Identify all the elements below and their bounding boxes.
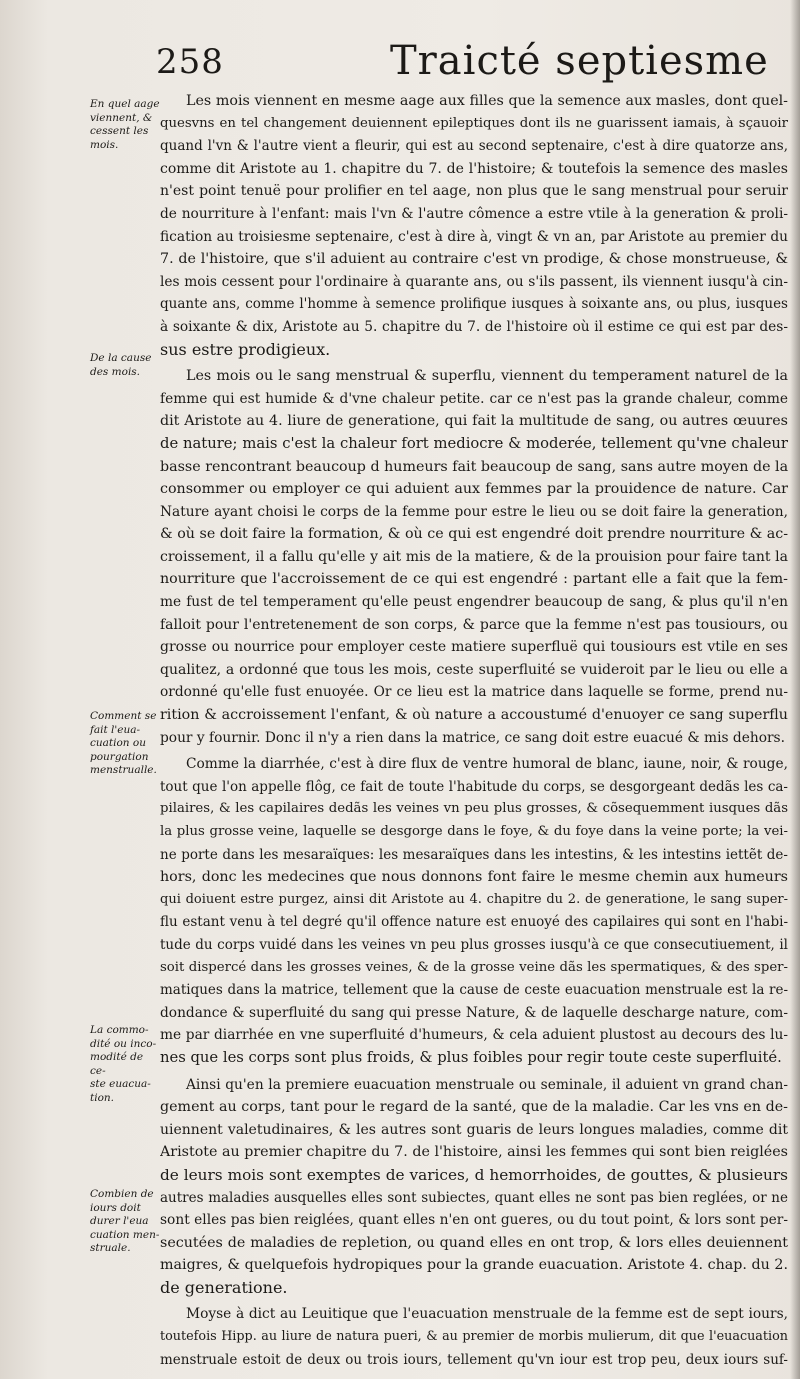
text-line: consommer ou employer ce qui aduient aux femmes par la prouidence de nature. Car [160, 481, 788, 498]
text-line: menstruale estoit de deux ou trois iours, tellement qu'vn iour est trop peu, deux iours suf- [160, 1351, 788, 1368]
text-line: femme qui est humide & d'vne chaleur petite. car ce n'est pas la grande chaleur, comme [160, 390, 788, 407]
paragraph [160, 1074, 788, 1300]
body-text [160, 90, 788, 1371]
paragraph [160, 90, 788, 361]
text-line: Moyse à dict au Leuitique que l'euacuation menstruale de la femme est de sept iours, [186, 1306, 788, 1323]
text-line: me fust de tel temperament qu'elle peust engendrer beaucoup de sang, & plus qu'il n'en [160, 594, 788, 611]
text-line: quante ans, comme l'homme à semence prolifique iusques à soixante ans, ou plus, iusques [160, 296, 788, 313]
text-line: quand l'vn & l'autre vient a fleurir, qui est au second septenaire, c'est à dire quatorze ans, [160, 138, 788, 155]
text-line: de nourriture à l'enfant: mais l'vn & l'autre cômence a estre vtile à la generation & proli- [160, 205, 788, 222]
text-line: dit Aristote au 4. liure de generatione, qui fait la multitude de sang, ou autres œuures [160, 413, 788, 430]
margin-note-commodity: La commo- dité ou inco- modité de ce- ste euacua- tion. [90, 1024, 157, 1104]
paragraph [160, 1303, 788, 1371]
text-line: hors, donc les medecines que nous donnons font faire le mesme chemin aux humeurs [160, 869, 788, 886]
text-line: nourriture que l'accroissement de ce qui est engendré : partant elle a fait que la fem- [160, 571, 788, 588]
text-line: grosse ou nourrice pour employer ceste matiere superfluë qui tousiours est vtile en ses [160, 639, 788, 656]
text-line: uiennent valetudinaires, & les autres sont guaris de leurs longues maladies, comme dit [160, 1121, 788, 1138]
text-line: tude du corps vuidé dans les veines vn peu plus grosses iusqu'à ce que consecutiuement, il [160, 936, 788, 953]
text-line: la plus grosse veine, laquelle se desgorge dans le foye, & du foye dans la veine porte; la vei- [160, 824, 788, 839]
page-edge-shadow [790, 0, 800, 1379]
text-line: secutées de maladies de repletion, ou quand elles en ont trop, & lors elles deuiennent [160, 1234, 788, 1251]
text-line: 7. de l'histoire, que s'il aduient au contraire c'est vn prodige, & chose monstrueuse, & [160, 251, 788, 268]
text-line: Ainsi qu'en la premiere euacuation menstruale ou seminale, il aduient vn grand chan- [186, 1076, 788, 1093]
text-line: maigres, & quelquefois hydropiques pour la grande euacuation. Aristote 4. chap. du 2. [160, 1257, 788, 1274]
text-line: de nature; mais c'est la chaleur fort mediocre & moderée, tellement qu'vne chaleur [160, 434, 788, 452]
text-line: Aristote au premier chapitre du 7. de l'histoire, ainsi les femmes qui sont bien reiglées [160, 1144, 788, 1161]
text-line: matiques dans la matrice, tellement que la cause de ceste euacuation menstruale est la re- [160, 982, 788, 999]
margin-note-age: En quel aage viennent, & cessent les mois. [90, 98, 160, 151]
text-line: pour y fournir. Donc il n'y a rien dans la matrice, ce sang doit estre euacué & mis dehors. [160, 729, 785, 746]
text-line: ne porte dans les mesaraïques: les mesaraïques dans les intestins, & les intestins iettẽt de- [160, 846, 788, 863]
text-line: Comme la diarrhée, c'est à dire flux de ventre humoral de blanc, iaune, noir, & rouge, [186, 756, 788, 773]
text-line: Nature ayant choisi le corps de la femme pour estre le lieu ou se doit faire la generation, [160, 503, 788, 520]
text-line: n'est point tenuë pour prolifier en tel aage, non plus que le sang menstrual pour seruir [160, 183, 788, 200]
text-line: comme dit Aristote au 1. chapitre du 7. de l'histoire; & toutefois la semence des masles [160, 160, 788, 177]
text-line: dondance & superfluité du sang qui presse Nature, & de laquelle descharge nature, com- [160, 1004, 788, 1021]
margin-notes [90, 96, 162, 1326]
margin-note-duration: Combien de iours doit durer l'eua cuation men- struale. [90, 1188, 160, 1254]
text-line: ordonné qu'elle fust enuoyée. Or ce lieu est la matrice dans laquelle se forme, prend nu- [160, 684, 788, 701]
text-line: de leurs mois sont exemptes de varices, d hemorrhoides, de gouttes, & plusieurs [160, 1165, 788, 1184]
text-line: flu estant venu à tel degré qu'il offence nature est enuoyé des capilaires qui sont en l'habi- [160, 914, 788, 931]
text-line: Les mois ou le sang menstrual & superflu, viennent du temperament naturel de la [186, 368, 788, 385]
text-line: gement au corps, tant pour le regard de la santé, que de la maladie. Car les vns en de- [160, 1099, 788, 1116]
paragraph [160, 753, 788, 1069]
page-header [150, 38, 790, 82]
text-line: à soixante & dix, Aristote au 5. chapitre du 7. de l'histoire où il estime ce qui est par des- [160, 318, 788, 335]
margin-note-cause: De la cause des mois. [90, 352, 152, 378]
margin-note-evacuation: Comment se fait l'eua- cuation ou pourgation menstrualle. [90, 710, 157, 776]
text-line: de generatione. [160, 1277, 288, 1297]
text-line: pilaires, & les capilaires dedãs les veines vn peu plus grosses, & cõsequemment iusques dãs [160, 801, 788, 817]
text-line: soit dispercé dans les grosses veines, & de la grosse veine dãs les spermatiques, & des sper- [160, 959, 788, 975]
text-line: tout que l'on appelle flôg, ce fait de toute l'habitude du corps, se desgorgeant dedãs les ca- [160, 778, 788, 795]
text-line: me par diarrhée en vne superfluité d'humeurs, & cela aduient plustost au decours des lu- [160, 1027, 788, 1044]
text-line: toutefois Hipp. au liure de natura pueri, & au premier de morbis mulierum, dit que l'euacuation [160, 1329, 788, 1345]
text-line: qualitez, a ordonné que tous les mois, ceste superfluité se vuideroit par le lieu ou elle a [160, 661, 788, 678]
text-line: croissement, il a fallu qu'elle y ait mis de la matiere, & de la prouision pour faire tant la [160, 548, 788, 565]
text-line: sont elles pas bien reiglées, quant elles n'en ont gueres, ou du tout point, & lors sont per- [160, 1212, 788, 1229]
text-line: sus estre prodigieux. [160, 339, 331, 359]
page-number: 258 [156, 42, 224, 82]
text-line: & où se doit faire la formation, & où ce qui est engendré doit prendre nourriture & ac- [160, 526, 788, 543]
text-line: autres maladies ausquelles elles sont subiectes, quant elles ne sont pas bien reglées, or ne [160, 1189, 788, 1206]
text-line: basse rencontrant beaucoup d humeurs fait beaucoup de sang, sans autre moyen de la [160, 458, 788, 475]
text-line: quesvns en tel changement deuiennent epileptiques dont ils ne guarissent iamais, à sçauoir [160, 115, 788, 131]
text-line: qui doiuent estre purgez, ainsi dit Aristote au 4. chapitre du 2. de generatione, le sang super- [160, 891, 788, 907]
text-line: les mois cessent pour l'ordinaire à quarante ans, ou s'ils passent, ils viennent iusqu'à cin- [160, 273, 788, 290]
text-line: nes que les corps sont plus froids, & plus foibles pour regir toute ceste superfluité. [160, 1048, 782, 1066]
text-line: fication au troisiesme septenaire, c'est à dire à, vingt & vn an, par Aristote au premier du [160, 228, 788, 245]
paragraph [160, 365, 788, 749]
running-title: Traicté septiesme [390, 38, 769, 84]
text-line: rition & accroissement l'enfant, & où nature a accoustumé d'enuoyer ce sang superflu [160, 707, 788, 724]
text-line: falloit pour l'entretenement de son corps, & parce que la femme n'est pas tousiours, ou [160, 616, 788, 633]
text-line: Les mois viennent en mesme aage aux filles que la semence aux masles, dont quel- [186, 93, 788, 109]
